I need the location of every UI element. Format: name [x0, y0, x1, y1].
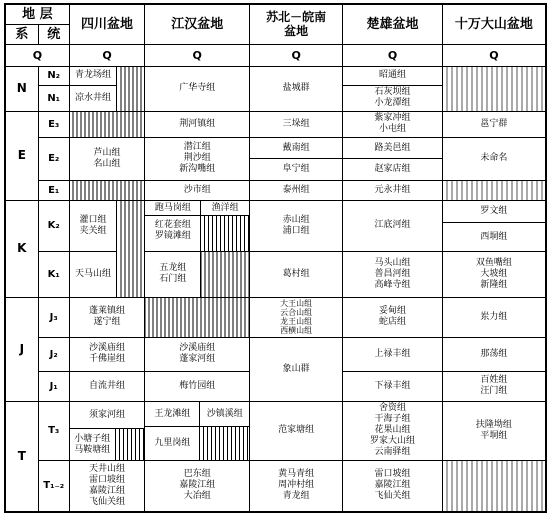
jianghan-j1: 梅竹园组	[145, 371, 250, 401]
sichuan-e3-hatch	[69, 111, 145, 137]
q-sichuan: Q	[69, 44, 145, 66]
header-shiwandashan: 十万大山盆地	[442, 4, 546, 44]
stratigraphy-table-container	[4, 3, 547, 508]
series-j3: J₃	[38, 297, 69, 337]
jianghan-t12: 巴东组 嘉陵江组 大冶组	[145, 460, 250, 512]
sichuan-e1-hatch	[69, 180, 145, 200]
header-layer: 地 层	[5, 4, 69, 24]
subei-t12: 黄马青组 周冲村组 青龙组	[250, 460, 343, 512]
subei-k2: 赤山组 浦口组	[250, 200, 343, 251]
header-system: 系	[5, 24, 38, 44]
jianghan-n: 广华寺组	[145, 66, 250, 111]
series-e3: E₃	[38, 111, 69, 137]
jianghan-t3a: 王龙滩组	[145, 402, 200, 426]
system-q: Q	[5, 44, 69, 66]
header-series: 统	[38, 24, 69, 44]
sichuan-e2: 芦山组 名山组	[69, 137, 145, 180]
chuxiong-k1: 马头山组 普昌河组 高峰寺组	[343, 251, 442, 297]
chuxiong-e2a: 路美邑组	[343, 138, 441, 159]
shiwandashan-n-hatch	[442, 66, 546, 111]
sichuan-j2: 沙溪庙组 千佛崖组	[69, 337, 145, 371]
jianghan-k2b: 渔洋组	[201, 201, 249, 216]
chuxiong-j1: 下禄丰组	[343, 371, 442, 401]
subei-t3: 范家塘组	[250, 401, 343, 460]
shiwandashan-j3: 岽力组	[442, 297, 546, 337]
subei-e2a: 戴南组	[250, 138, 342, 159]
series-k2: K₂	[38, 200, 69, 251]
sichuan-t3a: 须家河组	[70, 402, 145, 429]
series-n1: N₁	[38, 85, 69, 111]
subei-e3: 三垛组	[250, 111, 343, 137]
series-j1: J₁	[38, 371, 69, 401]
jianghan-t3-hatch	[200, 427, 249, 460]
chuxiong-n2: 昭通组	[343, 66, 442, 85]
subei-j3: 大王山组 云合山组 龙王山组 西横山组	[250, 297, 343, 337]
header-jianghan: 江汉盆地	[145, 4, 250, 44]
series-n2: N₂	[38, 66, 69, 85]
jianghan-k1-hatch	[201, 251, 250, 297]
sichuan-n-hatch	[117, 66, 145, 111]
chuxiong-j3: 妥甸组 蛇店组	[343, 297, 442, 337]
chuxiong-e2b: 赵家店组	[374, 163, 411, 174]
system-e: E	[5, 111, 38, 200]
series-t12: T₁₋₂	[38, 460, 69, 512]
chuxiong-n1: 石灰坝组 小龙潭组	[343, 85, 442, 111]
header-subei: 苏北－皖南 盆地	[250, 4, 343, 44]
q-subei: Q	[250, 44, 343, 66]
sichuan-j1: 自流井组	[69, 371, 145, 401]
chuxiong-k2: 江底河组	[343, 200, 442, 251]
sichuan-k-hatch	[117, 200, 145, 297]
subei-e1: 泰州组	[250, 180, 343, 200]
subei-j12: 象山群	[250, 337, 343, 401]
chuxiong-t12: 雷口坡组 嘉陵江组 飞仙关组	[343, 460, 442, 512]
jianghan-k2-hatch	[201, 216, 249, 251]
sichuan-k2: 灌口组 夹关组	[69, 200, 117, 251]
jianghan-e2: 潜江组 荆沙组 新沟嘴组	[145, 137, 250, 180]
q-chuxiong: Q	[343, 44, 442, 66]
jianghan-t3c: 九里岗组	[145, 427, 200, 460]
sichuan-t3-hatch	[116, 429, 145, 460]
header-sichuan: 四川盆地	[69, 4, 145, 44]
system-k: K	[5, 200, 38, 297]
chuxiong-t3: 舍资组 干海子组 花果山组 罗家大山组 云南驿组	[343, 401, 442, 460]
chuxiong-j2: 上禄丰组	[343, 337, 442, 371]
shiwandashan-k2a: 罗文组	[443, 201, 545, 223]
series-e1: E₁	[38, 180, 69, 200]
jianghan-j3-hatch	[145, 297, 250, 337]
jianghan-j2: 沙溪庙组 蓬家河组	[145, 337, 250, 371]
system-j: J	[5, 297, 38, 401]
series-j2: J₂	[38, 337, 69, 371]
shiwandashan-k1: 双鱼嘴组 大坡组 新隆组	[442, 251, 546, 297]
jianghan-k2a: 跑马岗组	[145, 201, 200, 216]
subei-k1: 葛村组	[250, 251, 343, 297]
jianghan-e3: 荆河镇组	[145, 111, 250, 137]
series-e2: E₂	[38, 137, 69, 180]
subei-n: 盐城群	[250, 66, 343, 111]
series-k1: K₁	[38, 251, 69, 297]
sichuan-n2: 青龙场组	[69, 66, 117, 85]
shiwandashan-e1-hatch	[442, 180, 546, 200]
jianghan-e1: 沙市组	[145, 180, 250, 200]
sichuan-k1: 天马山组	[69, 251, 117, 297]
chuxiong-e3: 紫家冲组 小屯组	[343, 111, 442, 137]
shiwandashan-t3: 扶隆坳组 平垌组	[442, 401, 546, 460]
jianghan-k2c: 红花套组 罗镜滩组	[154, 220, 191, 241]
series-t3: T₃	[38, 401, 69, 460]
shiwandashan-e3: 邕宁群	[442, 111, 546, 137]
jianghan-t3b: 沙镇溪组	[206, 408, 243, 419]
sichuan-j3: 蓬莱镇组 遂宁组	[69, 297, 145, 337]
shiwandashan-k2b: 西垌组	[480, 231, 508, 242]
chuxiong-e1: 元永井组	[343, 180, 442, 200]
system-t: T	[5, 401, 38, 512]
shiwandashan-j2: 那荡组	[442, 337, 546, 371]
sichuan-t3b: 小塘子组 马鞍塘组	[70, 429, 116, 460]
subei-e2b: 阜宁组	[282, 163, 310, 174]
q-shiwandashan: Q	[442, 44, 546, 66]
shiwandashan-e2: 未命名	[442, 137, 546, 180]
system-n: N	[5, 66, 38, 111]
sichuan-n1: 凉水井组	[69, 85, 117, 111]
sichuan-t12: 天井山组 雷口坡组 嘉陵江组 飞仙关组	[69, 460, 145, 512]
shiwandashan-j1: 百姓组 汪门组	[442, 371, 546, 401]
q-jianghan: Q	[145, 44, 250, 66]
stratigraphy-table	[4, 3, 547, 513]
header-chuxiong: 楚雄盆地	[343, 4, 442, 44]
shiwandashan-t12-hatch	[442, 460, 546, 512]
jianghan-k1: 五龙组 石门组	[145, 251, 201, 297]
